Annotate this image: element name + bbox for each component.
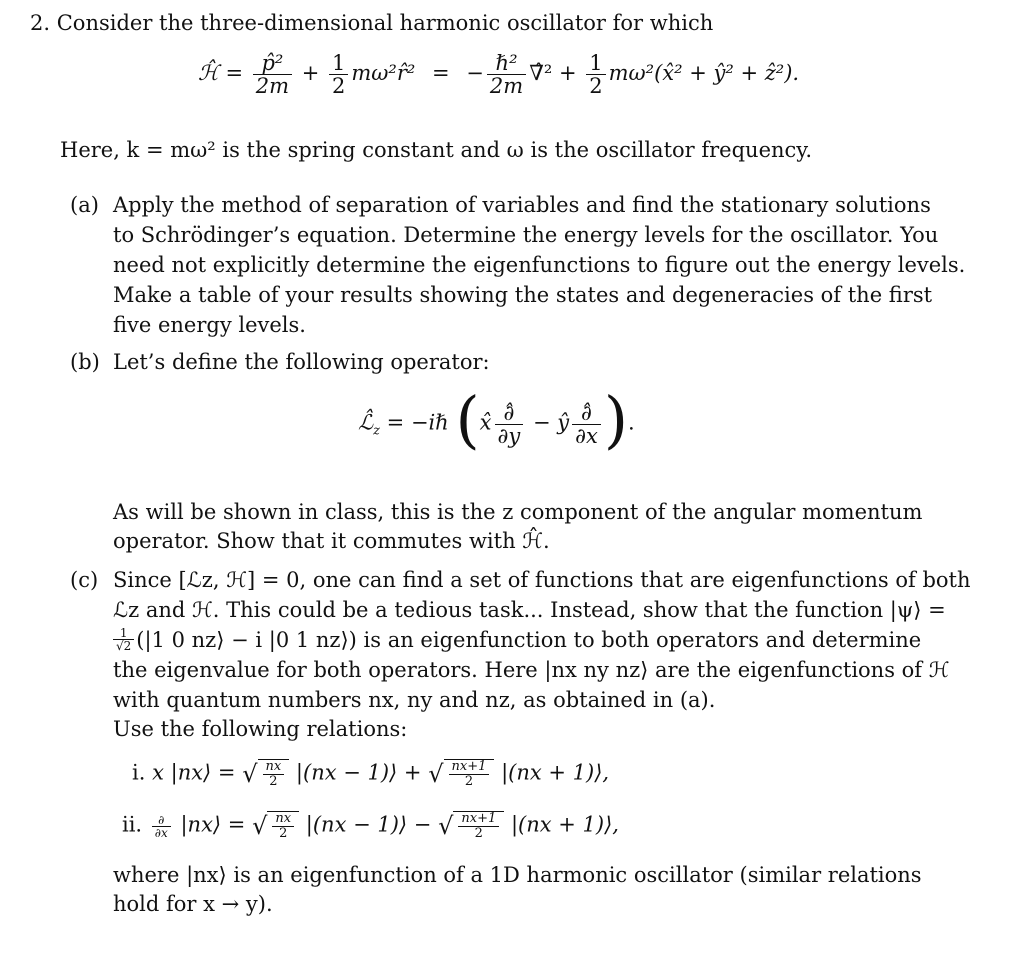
frac-num: ∂ bbox=[152, 814, 171, 827]
d-dy-fraction bbox=[495, 402, 524, 447]
part-a-line: to Schrödinger’s equation. Determine the energy levels for the oscillator. You bbox=[113, 223, 939, 247]
frac-num: nx+1 bbox=[458, 812, 499, 827]
problem-number: 2. bbox=[30, 11, 51, 35]
frac-den: 2 bbox=[474, 826, 483, 841]
hamiltonian-lhs: ℋ̂ bbox=[198, 61, 219, 85]
plus-sign-2: + bbox=[558, 61, 577, 85]
relation-end: |(nx + 1)⟩, bbox=[510, 812, 619, 837]
y-hat: ŷ bbox=[557, 410, 570, 435]
part-c-line: with quantum numbers nx, ny and nz, as obtained in (a). bbox=[113, 688, 716, 712]
frac-den: ∂x bbox=[575, 423, 598, 448]
sqrt-term: √ $\frac{nx}{2}$ bbox=[242, 759, 289, 789]
lz-subscript: z bbox=[373, 423, 380, 439]
right-paren: ) bbox=[603, 383, 629, 456]
problem-intro: Consider the three-dimensional harmonic oscillator for which bbox=[56, 11, 714, 35]
sqrt-fraction bbox=[458, 812, 499, 841]
momentum-fraction bbox=[253, 52, 292, 97]
one-over-root-two bbox=[113, 627, 134, 652]
part-c-line: (|1 0 nz⟩ − i |0 1 nz⟩) is an eigenfunction to both operators and determine bbox=[136, 628, 922, 652]
frac-num: 1 bbox=[329, 52, 348, 75]
frac-num: ∂̂ bbox=[572, 402, 601, 425]
frac-num: 1 bbox=[586, 52, 605, 75]
frac-den: 2 bbox=[269, 774, 278, 789]
sqrt-fraction bbox=[449, 760, 490, 789]
sqrt-term: √ $\frac{nx}{2}$ bbox=[252, 811, 299, 841]
relation-mid: |(nx − 1)⟩ + bbox=[295, 760, 422, 785]
sqrt-fraction bbox=[272, 812, 294, 841]
part-c-label: (c) bbox=[70, 568, 99, 592]
lz-prefactor: = −iℏ bbox=[386, 410, 449, 435]
period: . bbox=[628, 410, 635, 435]
part-c-line: Since [ℒz, ℋ] = 0, one can find a set of functions that are eigenfunctions of both bbox=[113, 568, 971, 592]
frac-num: ∂̂ bbox=[495, 402, 524, 425]
equals-sign-2: = bbox=[432, 61, 450, 85]
frac-num: ℏ² bbox=[487, 52, 526, 75]
part-c-line-with-fraction bbox=[113, 627, 921, 654]
frac-num: nx bbox=[263, 760, 285, 775]
frac-den: 2 bbox=[332, 74, 346, 98]
frac-den: √2 bbox=[116, 639, 132, 653]
part-b-line: operator. Show that it commutes with ℋ̂. bbox=[113, 529, 550, 553]
half-fraction-2 bbox=[586, 52, 605, 97]
frac-den: 2 bbox=[589, 74, 603, 98]
part-a-line: need not explicitly determine the eigenfunctions to figure out the energy levels. bbox=[113, 253, 966, 277]
relation-mid: |(nx − 1)⟩ − bbox=[305, 812, 432, 837]
partial-x-fraction bbox=[152, 814, 171, 839]
lz-symbol: ℒ̂ bbox=[358, 410, 374, 435]
equals-sign: = bbox=[225, 61, 244, 85]
sqrt-term-2: √ $\frac{nx+1}{2}$ bbox=[438, 811, 504, 841]
where-line: hold for x → y). bbox=[113, 892, 273, 916]
potential-xyz-term: mω²(x̂² + ŷ² + ẑ²). bbox=[608, 61, 800, 85]
frac-den: 2 bbox=[279, 826, 288, 841]
relation-label: ii. bbox=[122, 812, 143, 837]
lz-operator-equation bbox=[358, 383, 635, 456]
sqrt-term-2: √ $\frac{nx+1}{2}$ bbox=[428, 759, 494, 789]
where-line: where |nx⟩ is an eigenfunction of a 1D harmonic oscillator (similar relations bbox=[113, 863, 922, 887]
laplacian-term: ∇̂² bbox=[529, 61, 553, 85]
minus-sign: − bbox=[532, 410, 551, 435]
frac-num: nx bbox=[272, 812, 294, 827]
plus-sign: + bbox=[301, 61, 320, 85]
relation-end: |(nx + 1)⟩, bbox=[501, 760, 610, 785]
part-a-label: (a) bbox=[70, 193, 99, 217]
part-c-line: ℒz and ℋ. This could be a tedious task... Instead, show that the function |ψ⟩ = bbox=[113, 598, 946, 622]
relation-i bbox=[132, 759, 609, 789]
frac-den: 2 bbox=[464, 774, 474, 789]
x-hat: x̂ bbox=[479, 410, 492, 435]
d-dx-fraction bbox=[572, 402, 601, 447]
half-fraction bbox=[329, 52, 348, 97]
part-c-line: Use the following relations: bbox=[113, 717, 408, 741]
left-paren: ( bbox=[455, 383, 480, 456]
frac-num: p̂² bbox=[253, 52, 292, 75]
frac-den: ∂x bbox=[154, 825, 168, 840]
relation-label: i. bbox=[132, 760, 146, 785]
part-b-label: (b) bbox=[70, 350, 100, 374]
part-a-line: Make a table of your results showing the states and degeneracies of the first bbox=[113, 283, 933, 307]
here-line: Here, k = mω² is the spring constant and ω is the oscillator frequency. bbox=[60, 138, 813, 162]
relation-lhs: x |nx⟩ = bbox=[152, 760, 236, 785]
part-b-intro: Let’s define the following operator: bbox=[113, 350, 490, 374]
relation-lhs: |nx⟩ = bbox=[180, 812, 246, 837]
part-a-line: five energy levels. bbox=[113, 313, 306, 337]
frac-den: ∂y bbox=[497, 423, 521, 448]
part-a-line: Apply the method of separation of variables and find the stationary solutions bbox=[113, 193, 931, 217]
part-b-line: As will be shown in class, this is the z component of the angular momentum bbox=[113, 500, 923, 524]
part-c-line: the eigenvalue for both operators. Here |nx ny nz⟩ are the eigenfunctions of ℋ bbox=[113, 658, 950, 682]
relation-ii bbox=[122, 811, 619, 841]
sqrt-fraction bbox=[263, 760, 285, 789]
minus-sign: − bbox=[466, 61, 484, 85]
frac-den: 2m bbox=[255, 74, 290, 98]
hamiltonian-equation bbox=[198, 52, 799, 97]
frac-num: nx+1 bbox=[449, 760, 490, 775]
frac-den: 2m bbox=[489, 74, 524, 98]
problem-header bbox=[30, 10, 713, 36]
frac-num: 1 bbox=[113, 627, 134, 640]
hbar-fraction bbox=[487, 52, 526, 97]
potential-term: mω²r̂² bbox=[351, 61, 416, 85]
